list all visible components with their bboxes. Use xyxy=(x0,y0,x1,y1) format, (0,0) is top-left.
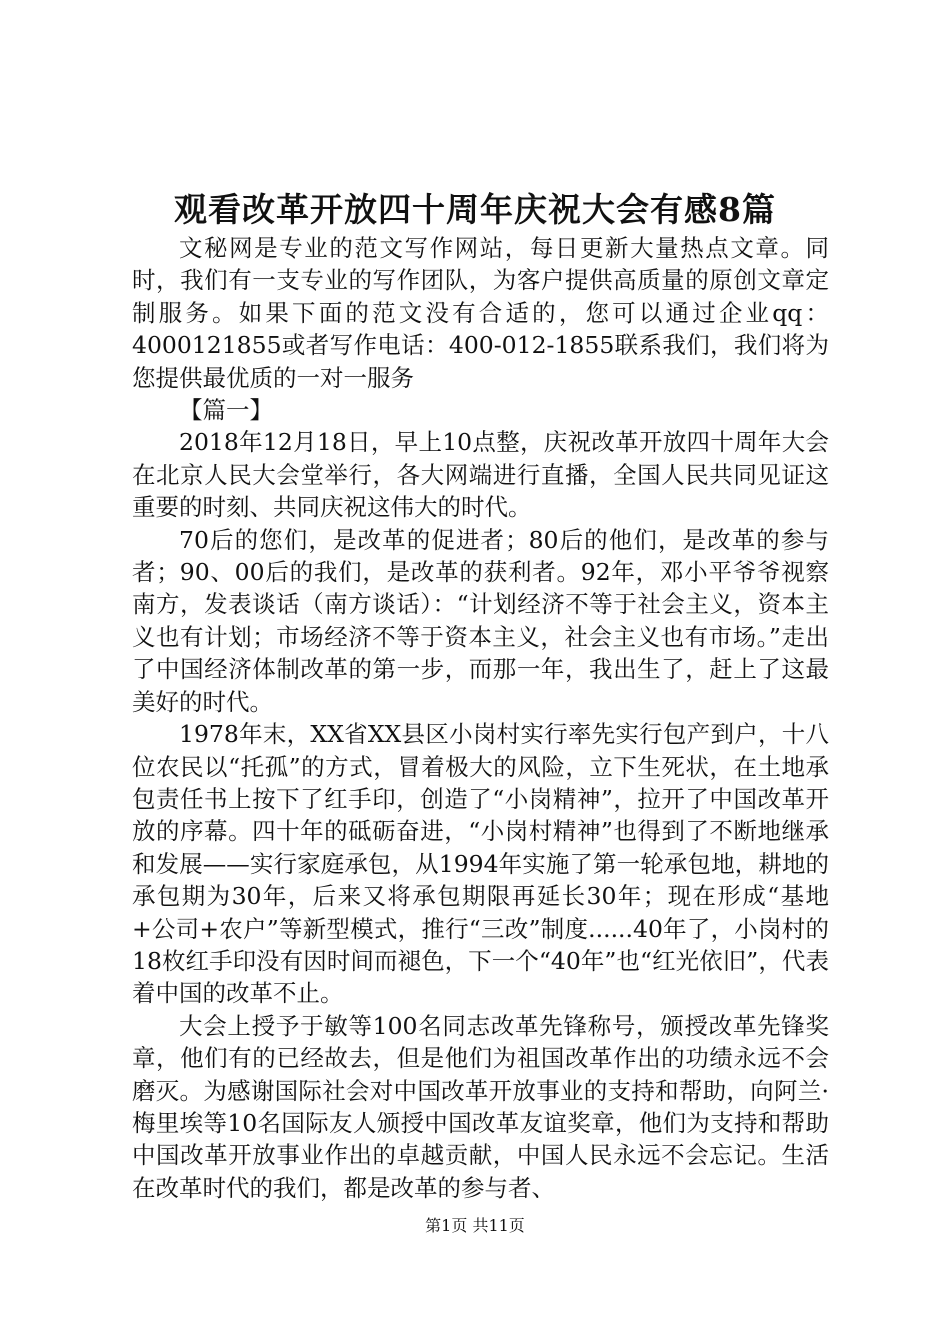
page-footer: 第1页 共11页 xyxy=(425,1216,525,1235)
paragraph: 1978年末，XX省XX县区小岗村实行率先实行包产到户，十八位农民以“托孤”的方式，冒着极大的风险，立下生死状，在土地承包责任书上按下了红手印，创造了“小岗精神”，拉开了中国改革开放的序幕。四十年的砥砺奋进，“小岗村精神”也得到了不断地继承和发展——实行家庭承包，从1994年实施了第一轮承包地，耕地的承包期为30年，后来又将承包期限再延长30年；现在形成“基地+公司+农户”等新型模式，推行“三改”制度......40年了，小岗村的18枚红手印没有因时间而褪色，下一个“40年”也“红光依旧”，代表着中国的改革不止。 xyxy=(132,720,829,1008)
paragraph: 70后的您们，是改革的促进者；80后的他们，是改革的参与者；90、00后的我们，是改革的获利者。92年，邓小平爷爷视察南方，发表谈话（南方谈话）：“计划经济不等于社会主义，资本主义也有计划；市场经济不等于资本主义，社会主义也有市场。”走出了中国经济体制改革的第一步，而那一年，我出生了，赶上了这最美好的时代。 xyxy=(132,525,829,716)
paragraph: 大会上授予于敏等100名同志改革先锋称号，颁授改革先锋奖章，他们有的已经故去，但是他们为祖国改革作出的功绩永远不会磨灭。为感谢国际社会对中国改革开放事业的支持和帮助，向阿兰·梅里埃等10名国际友人颁授中国改革友谊奖章，他们为支持和帮助中国改革开放事业作出的卓越贡献，中国人民永远不会忘记。生活在改革时代的我们，都是改革的参与者、 xyxy=(132,1011,829,1202)
paragraph: 2018年12月18日，早上10点整，庆祝改革开放四十周年大会在北京人民大会堂举行，各大网端进行直播，全国人民共同见证这重要的时刻、共同庆祝这伟大的时代。 xyxy=(132,428,829,522)
document-body xyxy=(132,232,829,1204)
section-heading: 【篇一】 xyxy=(179,396,273,425)
document-title: 观看改革开放四十周年庆祝大会有感8篇 xyxy=(174,190,776,229)
paragraph-intro: 文秘网是专业的范文写作网站，每日更新大量热点文章。同时，我们有一支专业的写作团队，为客户提供高质量的原创文章定制服务。如果下面的范文没有合适的，您可以通过企业qq：4000121855或者写作电话：400-012-1855联系我们，我们将为您提供最优质的一对一服务 xyxy=(132,234,829,392)
